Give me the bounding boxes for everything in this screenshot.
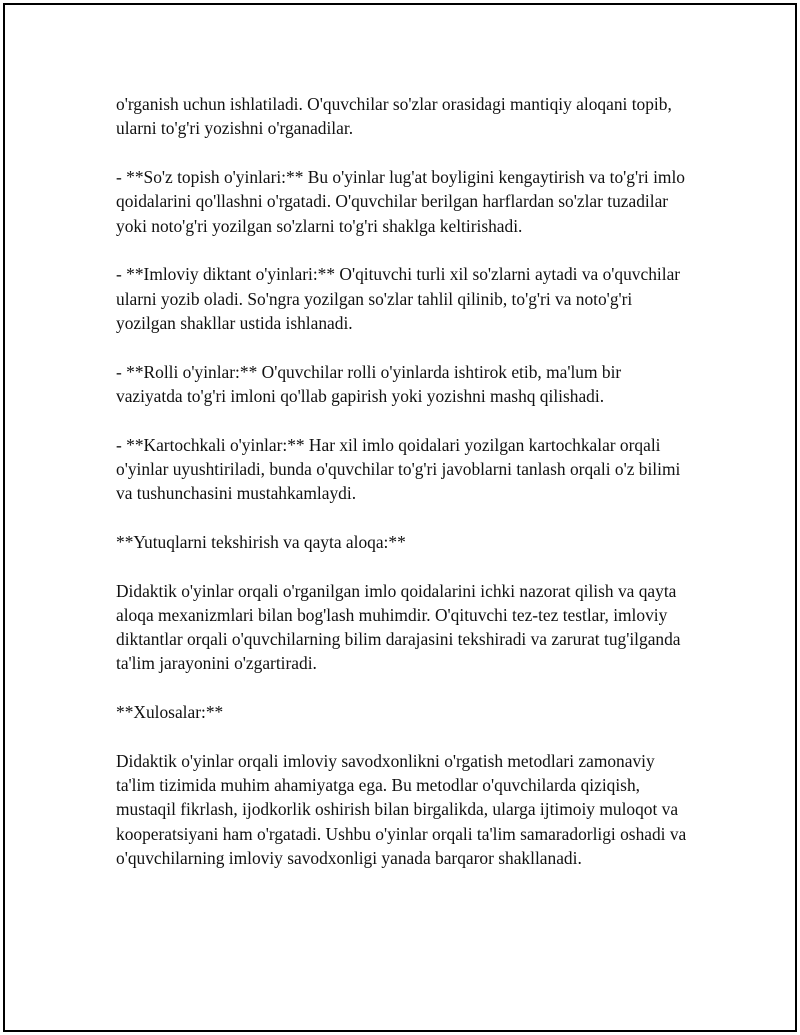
list-item-dictation-games: - **Imloviy diktant o'yinlari:** O'qituvchi turli xil so'zlarni aytadi va o'quvchilar ularni yozib oladi. So'ngra yozilgan so'zlar tahlil qilinib, to'g'ri va noto'g'ri yozilgan shakllar ustida ishlanadi. — [116, 264, 681, 333]
paragraph-intro-continuation: o'rganish uchun ishlatiladi. O'quvchilar so'zlar orasidagi mantiqiy aloqani topib, ularni to'g'ri yozishni o'rganadilar. — [116, 94, 672, 139]
list-item-word-search-games: - **So'z topish o'yinlari:** Bu o'yinlar lug'at boyligini kengaytirish va to'g'ri imlo qoidalarini qo'llashni o'rgatadi. O'quvchilar berilgan harflardan so'zlar tuzadilar yoki noto'g'ri yozilgan so'zlarni to'g'ri shaklga keltirishadi. — [116, 166, 685, 236]
paragraph-conclusions: Didaktik o'yinlar orqali imloviy savodxonlikni o'rgatish metodlari zamonaviy ta'lim tizimida muhim ahamiyatga ega. Bu metodlar o'quvchilarda qiziqish, mustaqil fikrlash, ijodkorlik oshirish bilan birgalikda, ularga ijtimoiy muloqot va kooperatsiyani ham o'rgatadi. Ushbu o'yinlar orqali ta'lim samaradorligi oshadi va o'quvchilarning imloviy savodxonligi yanada barqaror shakllanadi. — [116, 750, 687, 868]
paragraph-feedback: Didaktik o'yinlar orqali o'rganilgan imlo qoidalarini ichki nazorat qilish va qayta aloqa mexanizmlari bilan bog'lash muhimdir. O'qituvchi tez-tez testlar, imloviy diktantlar orqali o'quvchilarning bilim darajasini tekshiradi va zarurat tug'ilganda ta'lim jarayonini o'zgartiradi. — [116, 580, 681, 674]
list-item-card-games: - **Kartochkali o'yinlar:** Har xil imlo qoidalari yozilgan kartochkalar orqali o'yinlar uyushtiriladi, bunda o'quvchilar to'g'ri javoblarni tanlash orqali o'z bilimi va tushunchasini mustahkamlaydi. — [116, 434, 681, 504]
document-body — [116, 92, 691, 895]
section-heading-conclusions: **Xulosalar:** — [116, 702, 224, 723]
list-item-role-play-games: - **Rolli o'yinlar:** O'quvchilar rolli o'yinlarda ishtirok etib, ma'lum bir vaziyatda to'g'ri imloni qo'llab gapirish yoki yozishni mashq qilishadi. — [116, 361, 622, 406]
section-heading-feedback: **Yutuqlarni tekshirish va qayta aloqa:** — [116, 531, 406, 552]
